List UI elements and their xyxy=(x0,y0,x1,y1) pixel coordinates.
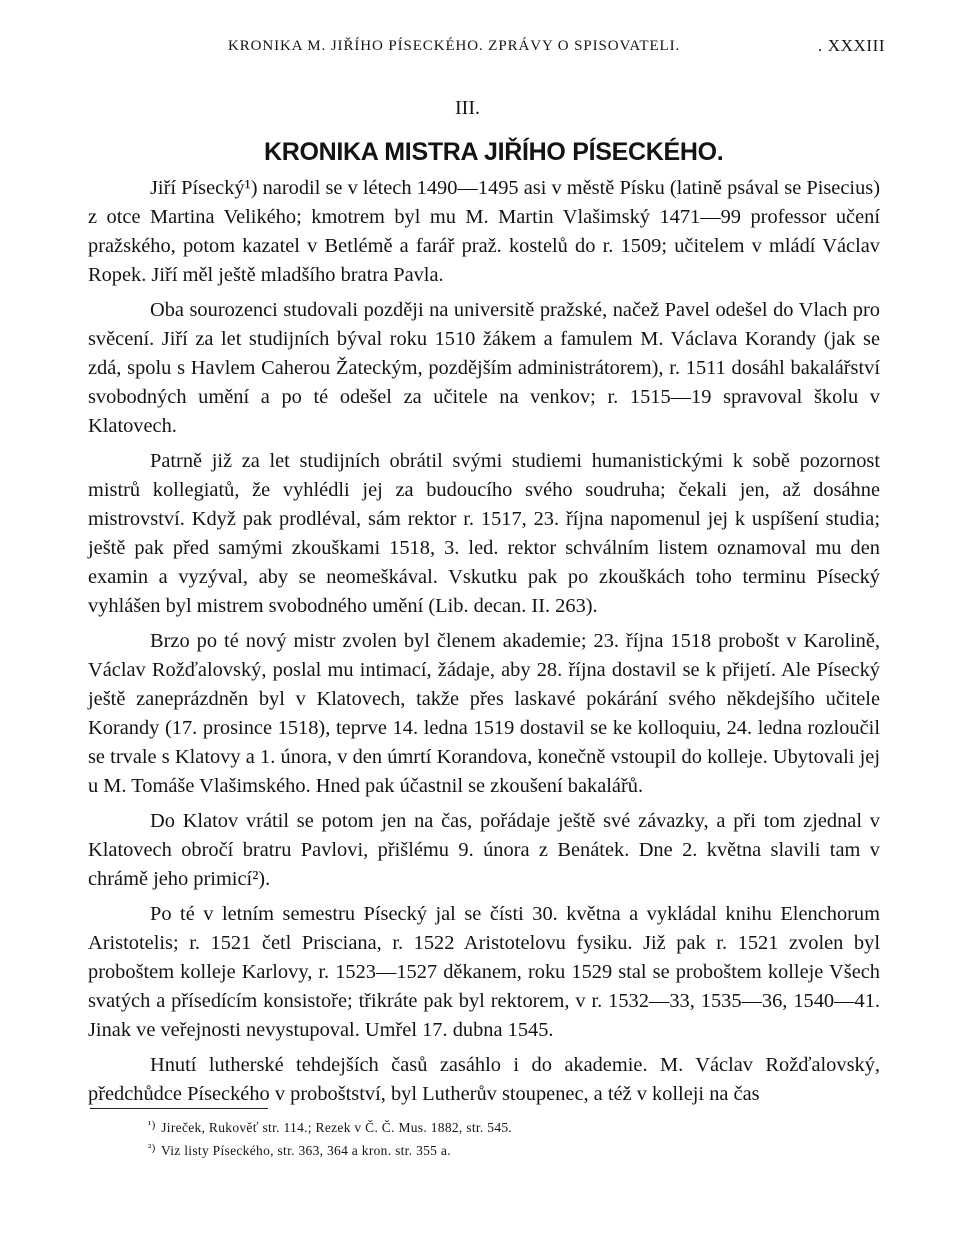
footnotes xyxy=(148,1115,512,1161)
body-text xyxy=(88,174,880,1109)
running-head: KRONIKA M. JIŘÍHO PÍSECKÉHO. ZPRÁVY O SPISOVATELI. xyxy=(228,38,681,54)
paragraph: Hnutí lutherské tehdejších časů zasáhlo i do akademie. M. Václav Rožďalovský, předchůdce Píseckého v proboštství, byl Lutherův stoupenec, a též v kolleji na čas xyxy=(88,1054,880,1105)
footnote-2 xyxy=(148,1138,512,1161)
paragraph: Oba sourozenci studovali později na universitě pražské, načež Pavel odešel do Vlach pro svěcení. Jiří za let studijních býval roku 1510 žákem a famulem M. Václava Korandy (jak se zdá, spolu s Havlem Caherou Žateckým, pozdějším administrátorem), r. 1511 dosáhl bakalářství svobodných umění a po té odešel za učitele na venkov; r. 1515—19 spravoval školu v Klatovech. xyxy=(88,299,880,437)
paragraph: Po té v letním semestru Písecký jal se čísti 30. května a vykládal knihu Elenchorum Aristotelis; r. 1521 četl Prisciana, r. 1522 Aristotelovu fysiku. Již pak r. 1521 zvolen byl proboštem kolleje Karlovy, r. 1523—1527 děkanem, roku 1529 stal se proboštem kolleje Všech svatých a přísedícím konsistoře; třikráte pak byl rektorem, v r. 1532—33, 1535—36, 1540—41. Jinak ve veřejnosti nevystupoval. Umřel 17. dubna 1545. xyxy=(88,903,880,1041)
paragraph: Patrně již za let studijních obrátil svými studiemi humanistickými k sobě pozornost mistrů kollegiatů, že vyhlédli jej za budoucího svého soudruha; čekali jen, až dosáhne mistrovství. Když pak prodléval, sám rektor r. 1517, 23. října napomenul jej k uspíšení studia; ještě pak před samými zkouškami 1518, 3. led. rektor schválním listem oznamoval mu den examin a vyzýval, aby se neomeškával. Vskutku pak po zkouškách toho terminu Písecký vyhlášen byl mistrem svobodného umění (Lib. decan. II. 263). xyxy=(88,450,880,617)
paragraph: Jiří Písecký¹) narodil se v létech 1490—1495 asi v městě Písku (latině psával se Pisecius) z otce Martina Velikého; kmotrem byl mu M. Martin Vlašimský 1471—99 professor učení pražského, potom kazatel v Betlémě a farář praž. kostelů do r. 1509; učitelem v mládí Václav Ropek. Jiří měl ještě mladšího bratra Pavla. xyxy=(88,177,880,286)
footnote-text: Jireček, Rukověť str. 114.; Rezek v Č. Č. Mus. 1882, str. 545. xyxy=(161,1120,513,1135)
paragraph: Do Klatov vrátil se potom jen na čas, pořádaje ještě své závazky, a při tom zjednal v Klatovech obročí bratru Pavlovi, přišlému 9. února z Benátek. Dne 2. května slavili tam v chrámě jeho primicí²). xyxy=(88,810,880,890)
footnote-1 xyxy=(148,1115,512,1138)
footnote-divider xyxy=(90,1108,268,1109)
paragraph: Brzo po té nový mistr zvolen byl členem akademie; 23. října 1518 probošt v Karolině, Václav Rožďalovský, poslal mu intimací, žádaje, aby 28. října dostavil se k přijetí. Ale Písecký ještě zaneprázdněn byl v Klatovech, takže přes laskavé pokárání svého někdejšího učitele Korandy (17. prosince 1518), teprve 14. ledna 1519 dostavil se ke kolloquiu, 24. ledna rozloučil se trvale s Klatovy a 1. února, v den úmrtí Korandova, konečně vstoupil do kolleje. Ubytovali jej u M. Tomáše Vlašimského. Hned pak účastnil se zkoušení bakalářů. xyxy=(88,630,880,797)
page-number: . XXXIII xyxy=(818,36,886,55)
footnote-mark: ¹) xyxy=(148,1119,156,1131)
footnote-text: Viz listy Píseckého, str. 363, 364 a kron. str. 355 a. xyxy=(161,1143,451,1158)
chapter-title: KRONIKA MISTRA JIŘÍHO PÍSECKÉHO. xyxy=(264,138,724,166)
footnote-mark: ²) xyxy=(148,1142,156,1154)
section-number: III. xyxy=(455,97,480,119)
